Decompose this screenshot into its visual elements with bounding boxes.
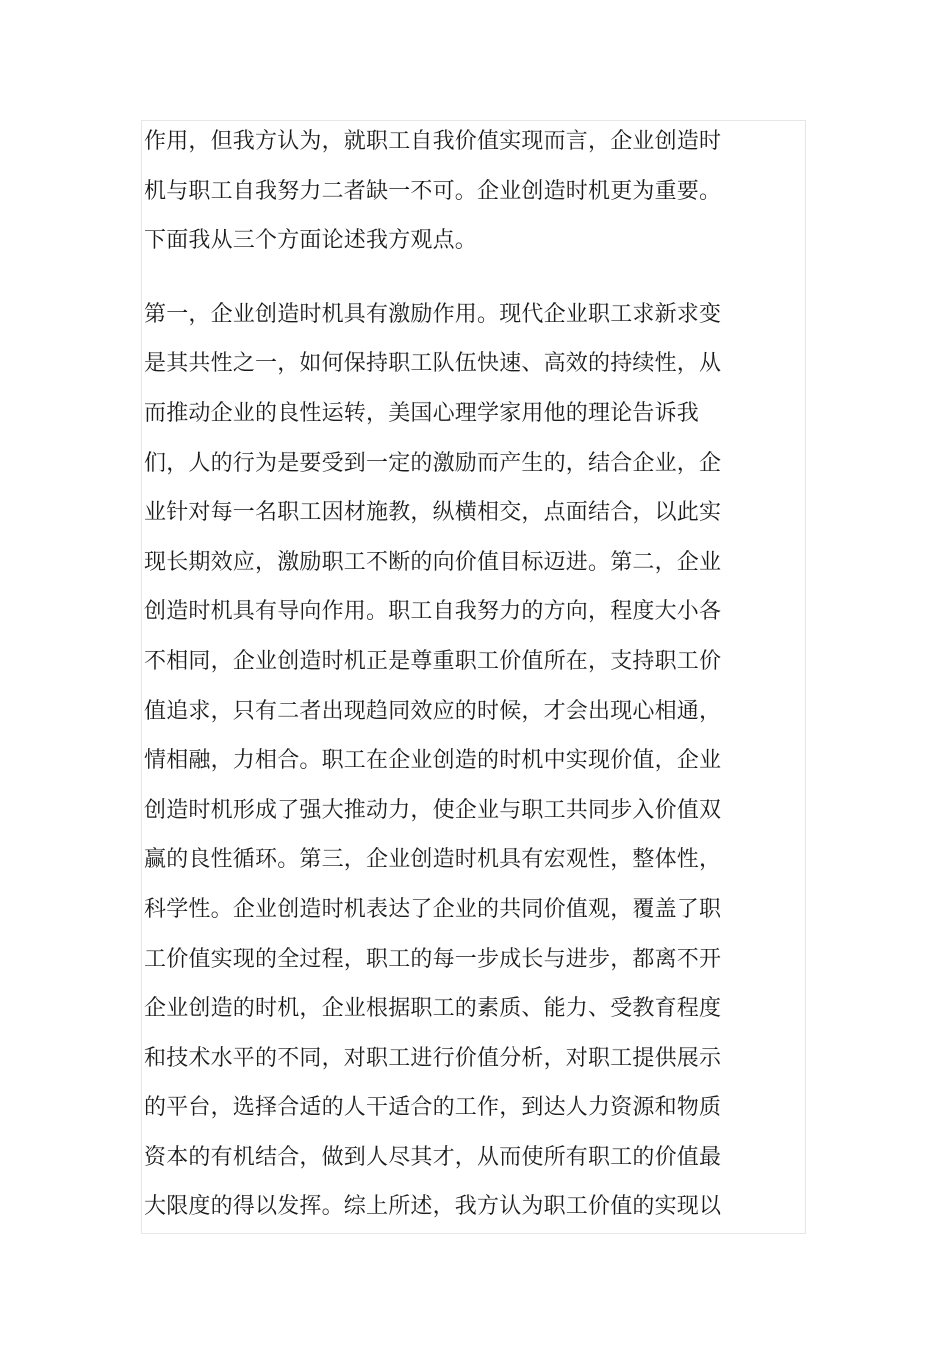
text-line: 值追求，只有二者出现趋同效应的时候，才会出现心相通，	[144, 698, 722, 724]
text-line: 企业创造的时机，企业根据职工的素质、能力、受教育程度	[144, 996, 722, 1022]
text-line: 业针对每一名职工因材施教，纵横相交，点面结合，以此实	[144, 500, 722, 526]
text-line: 第一，企业创造时机具有激励作用。现代企业职工求新求变	[144, 301, 722, 327]
text-line: 们，人的行为是要受到一定的激励而产生的，结合企业，企	[144, 450, 722, 476]
text-line: 是其共性之一，如何保持职工队伍快速、高效的持续性，从	[144, 351, 722, 377]
paragraph-spacer	[144, 266, 744, 290]
text-line: 创造时机形成了强大推动力，使企业与职工共同步入价值双	[144, 797, 722, 823]
text-line: 而推动企业的良性运转，美国心理学家用他的理论告诉我	[144, 400, 700, 426]
text-line: 工价值实现的全过程，职工的每一步成长与进步，都离不开	[144, 946, 722, 972]
text-line: 情相融，力相合。职工在企业创造的时机中实现价值，企业	[144, 748, 722, 774]
paragraph-arguments	[144, 290, 744, 1232]
text-line: 赢的良性循环。第三，企业创造时机具有宏观性，整体性，	[144, 847, 722, 873]
text-line: 科学性。企业创造时机表达了企业的共同价值观，覆盖了职	[144, 896, 722, 922]
text-line: 不相同，企业创造时机正是尊重职工价值所在，支持职工价	[144, 648, 722, 674]
paragraph-intro	[144, 117, 744, 266]
text-line: 机与职工自我努力二者缺一不可。企业创造时机更为重要。	[144, 178, 722, 204]
document-body	[144, 117, 744, 1232]
text-line: 的平台，选择合适的人干适合的工作，到达人力资源和物质	[144, 1095, 722, 1121]
text-line: 资本的有机结合，做到人尽其才，从而使所有职工的价值最	[144, 1144, 722, 1170]
text-line: 作用，但我方认为，就职工自我价值实现而言，企业创造时	[144, 129, 722, 154]
text-line: 和技术水平的不同，对职工进行价值分析，对职工提供展示	[144, 1045, 722, 1071]
text-line: 下面我从三个方面论述我方观点。	[144, 228, 478, 254]
text-line: 现长期效应，激励职工不断的向价值目标迈进。第二，企业	[144, 549, 722, 575]
text-line: 创造时机具有导向作用。职工自我努力的方向，程度大小各	[144, 599, 722, 625]
text-line: 大限度的得以发挥。综上所述，我方认为职工价值的实现以	[144, 1194, 722, 1220]
